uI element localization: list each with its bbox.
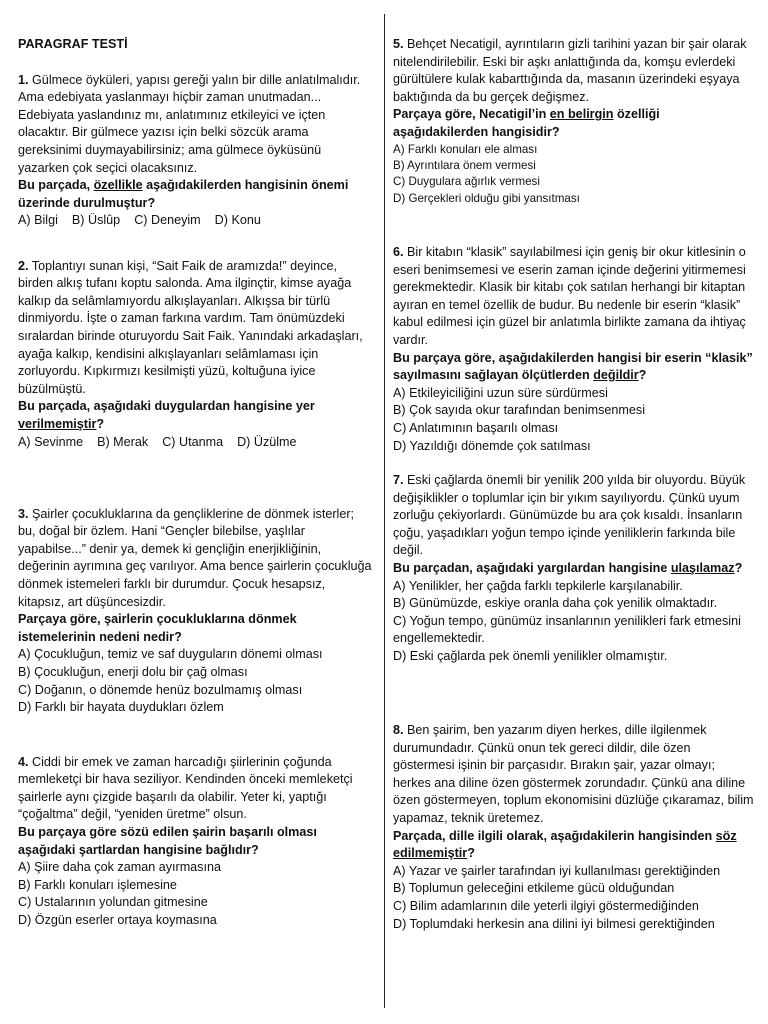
- question-number: 4.: [18, 754, 29, 769]
- passage: Toplantıyı sunan kişi, “Sait Faik de aramızda!” deyince, birden alkış tufanı koptu salonda. Ama ilginçtir, kimse ayağa kalkıp da selâmlamıyordu alkışlayanları. Alkışsa bir türlü dinmiyordu. İşte o zaman farkına vardım. Tam önümüzdeki sıralardan birinde oturuyordu Sait Faik. Yanındaki arkadaşları, ayağa kalkıp, kendisini alkışlayanları selâmlaması için zorluyordu. Kıpkırmızı kesilmişti yüzü, koltuğuna iyice büzülmüştü.: [18, 258, 363, 396]
- option-a[interactable]: A) Yenilikler, her çağda farklı tepkilerle karşılanabilir.: [393, 578, 683, 593]
- passage: Bir kitabın “klasik” sayılabilmesi için geniş bir okur kitlesinin o eseri benimsemesi ve eserin zaman içinde değerini yitirmemesi gerekmektedir. Klasik bir kitabı çok satılan herhangi bir kitaptan ayıran en temel özellik de budur. Bu nedenle bir eserin “klasik” kabul edilmesi için güzel bir anlatımla birlikte zamana da ihtiyaç vardır.: [393, 245, 746, 347]
- option-b[interactable]: B) Günümüzde, eskiye oranla daha çok yenilik olmaktadır.: [393, 596, 718, 611]
- question-3-text: [18, 506, 374, 612]
- question-1: [18, 72, 374, 258]
- question-6: [393, 244, 755, 472]
- passage: Gülmece öyküleri, yapısı gereği yalın bir dille anlatılmalıdır. Ama edebiyata yaslanmayı hiçbir zaman unutmadan... Edebiyata yaslandınız mı, anlatımınız etkileyici ve içten olacaktır. Bir gülmece yazısı için belki sözcük arama gereksinimi duymayabilirsiniz; ama gülmece öyküsünü yazarken çok seçici olacaksınız.: [18, 72, 361, 175]
- option-c[interactable]: C) Yoğun tempo, günümüz insanlarının yenilikleri fark etmesini engellemektedir.: [393, 613, 741, 646]
- question-stem: Bu parçada, özellikle aşağıdakilerden hangisinin önemi üzerinde durulmuştur?: [18, 178, 349, 210]
- answer-options: [18, 859, 374, 929]
- answer-options: [18, 646, 374, 716]
- question-5: [393, 36, 755, 244]
- question-2-text: [18, 258, 374, 399]
- option-a[interactable]: A) Etkileyiciliğini uzun süre sürdürmesi: [393, 385, 608, 400]
- column-divider: [384, 14, 385, 1008]
- question-number: 2.: [18, 258, 29, 273]
- question-3: [18, 506, 374, 754]
- option-c[interactable]: C) Anlatımının başarılı olması: [393, 420, 559, 435]
- passage: Ben şairim, ben yazarım diyen herkes, dille ilgilenmek durumundadır. Çünkü onun tek gereci dildir, dile özen göstermesi işinin bir parçasıdır. Bırakın şair, yazar olmayı; herkes ana diline özen göstermek zorundadır. Çünkü ana diline özen göstermeyen, toplum ekonomisini düzlüğe çıkaramaz, bilim yapamaz, teknik üretemez.: [393, 723, 754, 825]
- question-stem: Bu parçadan, aşağıdaki yargılardan hangisine ulaşılamaz?: [393, 560, 743, 575]
- option-c[interactable]: C) Bilim adamlarının dile yeterli ilgiyi göstermediğinden: [393, 898, 699, 913]
- question-number: 1.: [18, 72, 29, 87]
- question-7: [393, 472, 755, 722]
- answer-options: [393, 142, 755, 208]
- option-c[interactable]: C) Utanma: [162, 434, 224, 449]
- question-1-text: [18, 72, 374, 178]
- option-b[interactable]: B) Çocukluğun, enerji dolu bir çağ olması: [18, 664, 248, 679]
- option-b[interactable]: B) Üslûp: [71, 213, 121, 228]
- option-a[interactable]: A) Şiire daha çok zaman ayırmasına: [18, 860, 221, 875]
- option-d[interactable]: D) Özgün eserler ortaya koymasına: [18, 912, 217, 927]
- question-stem: Parçaya göre, şairlerin çocukluklarına dönmek istemelerinin nedeni nedir?: [18, 612, 297, 644]
- question-8-text: [393, 722, 755, 828]
- question-stem: Bu parçada, aşağıdaki duygulardan hangisine yer verilmemiştir?: [18, 399, 315, 431]
- question-4-text: [18, 754, 374, 824]
- underlined-keyword: söz edilmemiştir: [393, 828, 737, 861]
- question-number: 3.: [18, 506, 29, 521]
- answer-options: [393, 863, 755, 933]
- option-d[interactable]: D) Üzülme: [237, 434, 297, 449]
- option-d[interactable]: D) Gerçekleri olduğu gibi yansıtması: [393, 191, 580, 205]
- question-number: 8.: [393, 723, 404, 737]
- underlined-keyword: en belirgin: [549, 107, 614, 122]
- option-b[interactable]: B) Toplumun geleceğini etkileme gücü olduğundan: [393, 881, 675, 896]
- left-column: [18, 36, 374, 930]
- page-title: PARAGRAF TESTİ: [18, 37, 128, 51]
- option-d[interactable]: D) Konu: [214, 213, 261, 228]
- underlined-keyword: ulaşılamaz: [670, 560, 735, 575]
- option-a[interactable]: A) Farklı konuları ele alması: [393, 142, 538, 156]
- passage: Eski çağlarda önemli bir yenilik 200 yılda bir oluyordu. Büyük değişiklikler o toplumlar için bir yıkım sayılıyordu. Çünkü uyum zorluğu çekiyorlardı. Günümüzde bu ara çok kısaldı. İnsanların çoğu, yaşadıkları yoğun tempo içinde yeniliklerin farkında bile değil.: [393, 473, 746, 558]
- option-c[interactable]: C) Deneyim: [134, 213, 201, 228]
- option-d[interactable]: D) Toplumdaki herkesin ana dilini iyi bilmesi gerektiğinden: [393, 916, 715, 931]
- option-b[interactable]: B) Ayrıntılara önem vermesi: [393, 158, 536, 172]
- question-8: [393, 722, 755, 933]
- answer-options: [18, 434, 374, 452]
- option-b[interactable]: B) Farklı konuları işlemesine: [18, 877, 177, 892]
- option-c[interactable]: C) Duygulara ağırlık vermesi: [393, 175, 540, 189]
- question-stem: Parçaya göre, Necatigil’in en belirgin özelliği aşağıdakilerden hangisidir?: [393, 107, 660, 139]
- question-stem: Parçada, dille ilgili olarak, aşağıdakilerin hangisinden söz edilmemiştir?: [393, 828, 737, 861]
- question-number: 5.: [393, 37, 404, 51]
- question-number: 7.: [393, 473, 404, 487]
- passage: Ciddi bir emek ve zaman harcadığı şiirlerinin çoğunda memleketçi bir hava seziliyor. Kendinden önceki memleketçi şairlerle aynı çizgide başarılı da olabilir. Yeter ki, yaptığı “çoğaltma” değil, “yeniden üretme” olsun.: [18, 754, 353, 822]
- option-a[interactable]: A) Sevinme: [18, 434, 84, 449]
- option-d[interactable]: D) Farklı bir hayata duydukları özlem: [18, 700, 224, 715]
- option-d[interactable]: D) Eski çağlarda pek önemli yenilikler olmamıştır.: [393, 648, 668, 663]
- answer-options: [393, 578, 755, 666]
- answer-options: [18, 212, 374, 230]
- question-7-text: [393, 472, 755, 560]
- option-a[interactable]: A) Bilgi: [18, 213, 58, 228]
- question-stem: Bu parçaya göre, aşağıdakilerden hangisi bir eserin “klasik” sayılmasını sağlayan ölçütlerden değildir?: [393, 350, 753, 383]
- question-stem: Bu parçaya göre sözü edilen şairin başarılı olması aşağıdaki şartlardan hangisine bağlıdır?: [18, 824, 317, 857]
- option-c[interactable]: C) Doğanın, o dönemde henüz bozulmamış olması: [18, 682, 303, 697]
- answer-options: [393, 385, 755, 455]
- option-c[interactable]: C) Ustalarının yolundan gitmesine: [18, 895, 208, 910]
- question-5-text: [393, 36, 755, 106]
- question-2: [18, 258, 374, 506]
- option-a[interactable]: A) Yazar ve şairler tarafından iyi kullanılması gerektiğinden: [393, 863, 721, 878]
- underlined-keyword: değildir: [593, 368, 639, 383]
- question-4: [18, 754, 374, 930]
- underlined-keyword: verilmemiştir: [18, 416, 97, 431]
- option-b[interactable]: B) Merak: [97, 434, 149, 449]
- option-a[interactable]: A) Çocukluğun, temiz ve saf duyguların dönemi olması: [18, 647, 323, 662]
- right-column: [393, 36, 755, 933]
- question-6-text: [393, 244, 755, 350]
- underlined-keyword: özellikle: [93, 178, 143, 193]
- option-d[interactable]: D) Yazıldığı dönemde çok satılması: [393, 438, 591, 453]
- question-number: 6.: [393, 245, 404, 259]
- option-b[interactable]: B) Çok sayıda okur tarafından benimsenmesi: [393, 403, 645, 418]
- passage: Behçet Necatigil, ayrıntıların gizli tarihini yazan bir şair olarak nitelendirilebilir. Eski bir aşkı anlattığında da, komşu evlerdeki gürültülere kulak kabarttığında da, masanın üzerindeki eşyaya baktığında da bu gerçek değişmez.: [393, 37, 747, 104]
- passage: Şairler çocukluklarına da gençliklerine de dönmek isterler; bu, doğal bir özlem. Hani “Gençler bilebilse, yaşlılar yapabilse...” denir ya, demek ki gençliğin enerjikliğinin, değerinin ayrımına geç varılıyor. Ama bence şairlerin çocukluğa dönmek istemeleri farklı bir durumdur. Çocuk hesapsız, kitapsız, art düşüncesizdir.: [18, 506, 372, 609]
